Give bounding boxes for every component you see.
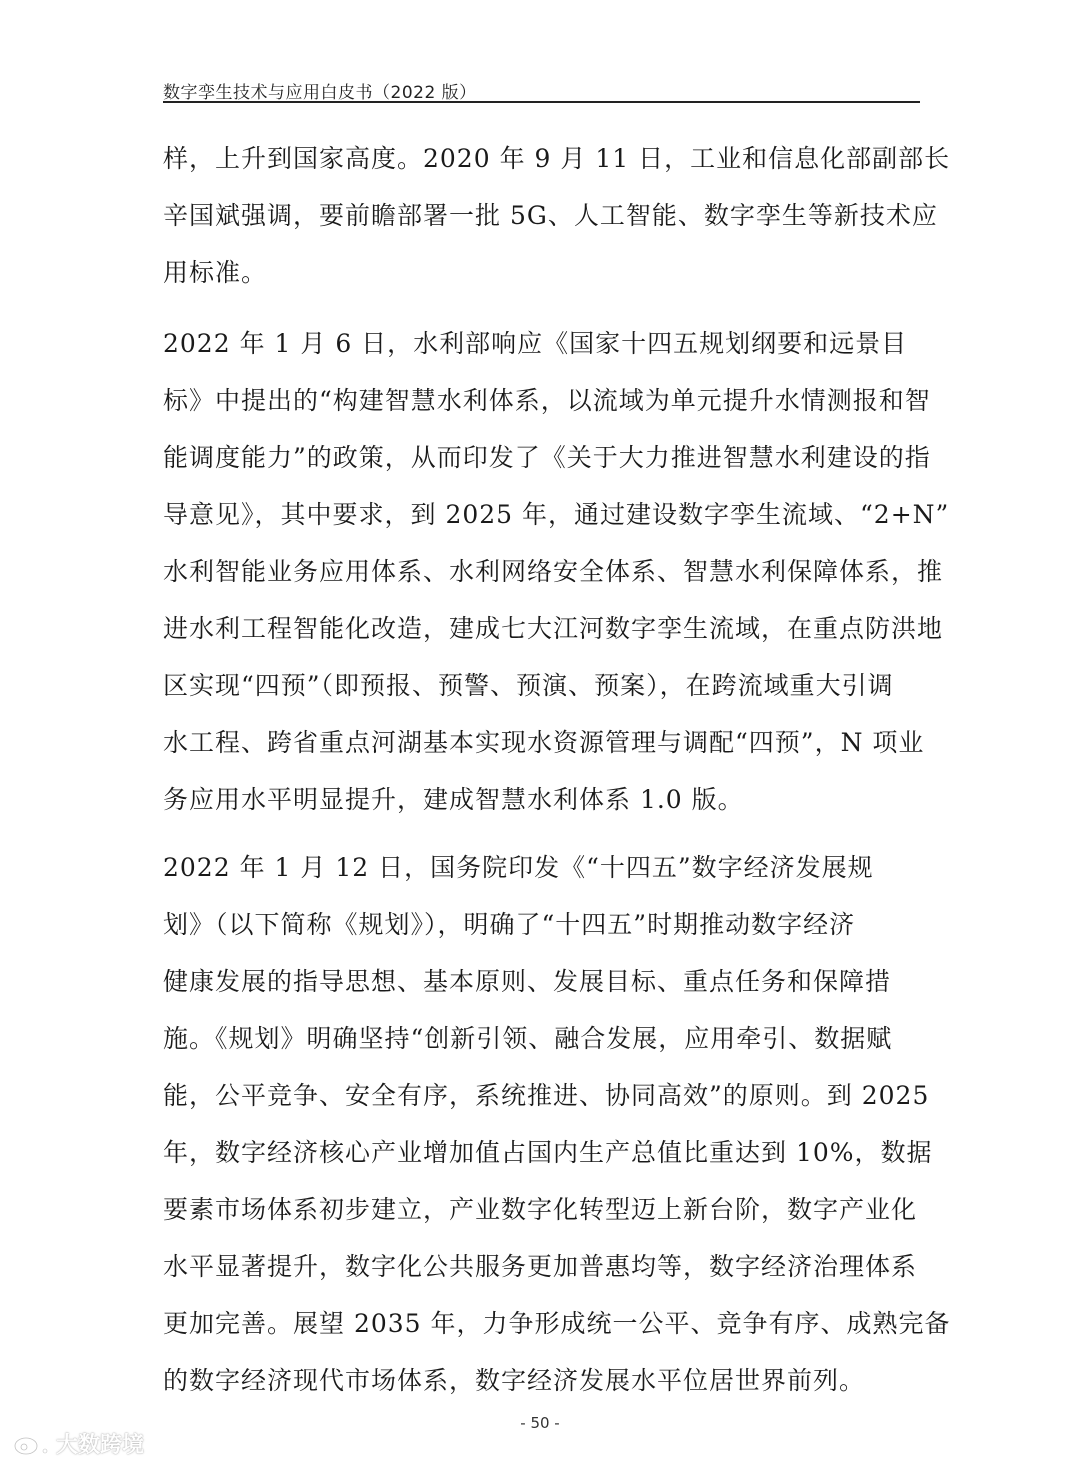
document-header-title: 数字孪生技术与应用白皮书（2022 版） xyxy=(163,83,477,103)
text-line: 的数字经济现代市场体系，数字经济发展水平位居世界前列。 xyxy=(163,1366,866,1395)
text-line: 区实现“四预”（即预报、预警、预演、预案），在跨流域重大引调 xyxy=(163,671,894,700)
text-line: 2022 年 1 月 6 日，水利部响应《国家十四五规划纲要和远景目 xyxy=(163,329,908,358)
text-line: 用标准。 xyxy=(163,258,268,287)
watermark xyxy=(12,1428,144,1459)
text-line: 水工程、跨省重点河湖基本实现水资源管理与调配“四预”，N 项业 xyxy=(163,728,925,757)
text-line: 水平显著提升，数字化公共服务更加普惠均等，数字经济治理体系 xyxy=(163,1252,918,1281)
text-line: 2022 年 1 月 12 日，国务院印发《“十四五”数字经济发展规 xyxy=(163,853,874,882)
text-line: 水利智能业务应用体系、水利网络安全体系、智慧水利保障体系，推 xyxy=(163,557,944,586)
text-line: 务应用水平明显提升，建成智慧水利体系 1.0 版。 xyxy=(163,785,744,814)
text-line: 进水利工程智能化改造，建成七大江河数字孪生流域，在重点防洪地 xyxy=(163,614,944,643)
text-line: 施。《规划》明确坚持“创新引领、融合发展，应用牵引、数据赋 xyxy=(163,1024,893,1053)
text-line: 导意见》，其中要求，到 2025 年，通过建设数字孪生流域、“2+N” xyxy=(163,500,950,529)
weibo-logo-icon xyxy=(12,1431,52,1457)
text-line: 要素市场体系初步建立，产业数字化转型迈上新台阶，数字产业化 xyxy=(163,1195,918,1224)
header-divider xyxy=(163,101,920,103)
text-line: 年，数字经济核心产业增加值占国内生产总值比重达到 10%，数据 xyxy=(163,1138,933,1167)
page-number: - 50 - xyxy=(520,1414,560,1432)
text-line: 能调度能力”的政策，从而印发了《关于大力推进智慧水利建设的指 xyxy=(163,443,931,472)
text-line: 划》（以下简称《规划》），明确了“十四五”时期推动数字经济 xyxy=(163,910,856,939)
text-line: 辛国斌强调，要前瞻部署一批 5G、人工智能、数字孪生等新技术应 xyxy=(163,201,938,230)
watermark-text: 大数跨境 xyxy=(56,1433,145,1458)
text-line: 能，公平竞争、安全有序，系统推进、协同高效”的原则。到 2025 xyxy=(163,1081,930,1110)
text-line: 样，上升到国家高度。2020 年 9 月 11 日，工业和信息化部副部长 xyxy=(163,144,951,173)
text-line: 健康发展的指导思想、基本原则、发展目标、重点任务和保障措 xyxy=(163,967,892,996)
text-line: 标》中提出的“构建智慧水利体系，以流域为单元提升水情测报和智 xyxy=(163,386,931,415)
text-line: 更加完善。展望 2035 年，力争形成统一公平、竞争有序、成熟完备 xyxy=(163,1309,951,1338)
